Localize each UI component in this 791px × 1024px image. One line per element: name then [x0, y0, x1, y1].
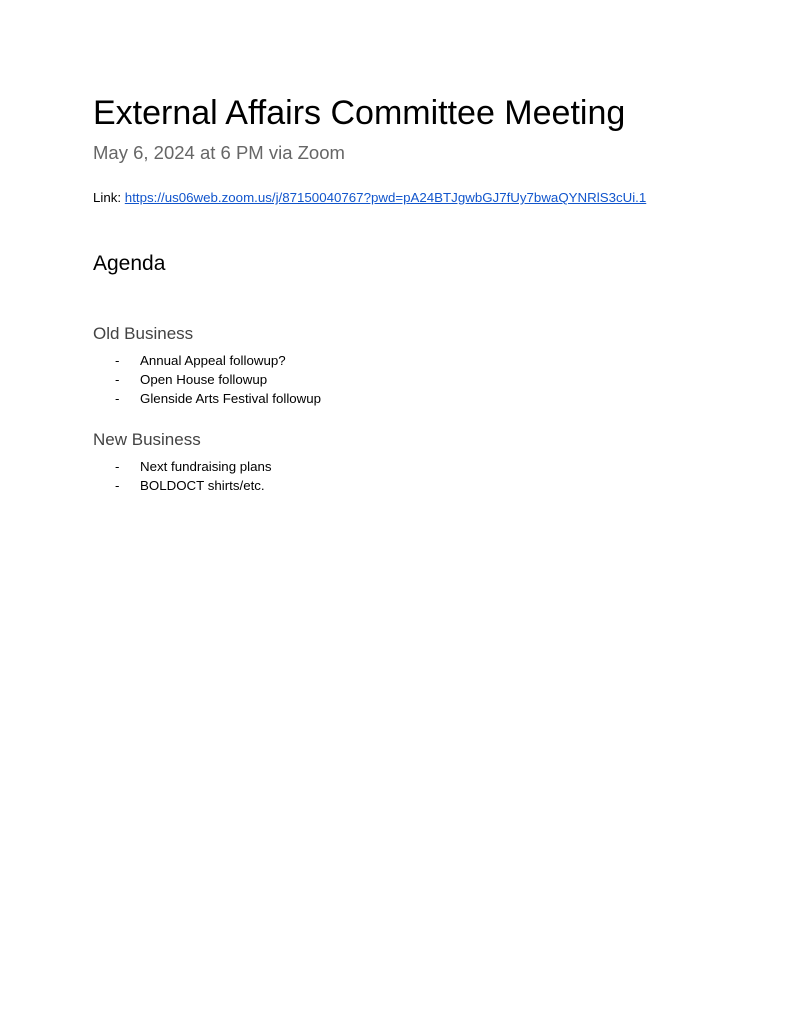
list-bullet: -: [115, 459, 120, 474]
list-item-text: Annual Appeal followup?: [140, 353, 286, 368]
list-bullet: -: [115, 353, 120, 368]
list-bullet: -: [115, 478, 120, 493]
link-label: Link:: [93, 190, 122, 205]
meeting-subtitle: May 6, 2024 at 6 PM via Zoom: [93, 142, 345, 163]
old-business-heading: Old Business: [93, 324, 194, 343]
page-title: External Affairs Committee Meeting: [93, 94, 626, 132]
list-bullet: -: [115, 372, 120, 387]
list-item-text: BOLDOCT shirts/etc.: [140, 478, 265, 493]
agenda-heading: Agenda: [93, 252, 166, 275]
new-business-heading: New Business: [93, 430, 201, 449]
zoom-meeting-link[interactable]: https://us06web.zoom.us/j/87150040767?pwd=pA24BTJgwbGJ7fUy7bwaQYNRlS3cUi.1: [124, 190, 647, 205]
list-bullet: -: [115, 391, 120, 406]
list-item-text: Open House followup: [140, 372, 268, 387]
list-item-text: Glenside Arts Festival followup: [140, 391, 322, 406]
meeting-link-row: [93, 189, 646, 207]
list-item-text: Next fundraising plans: [140, 459, 272, 474]
